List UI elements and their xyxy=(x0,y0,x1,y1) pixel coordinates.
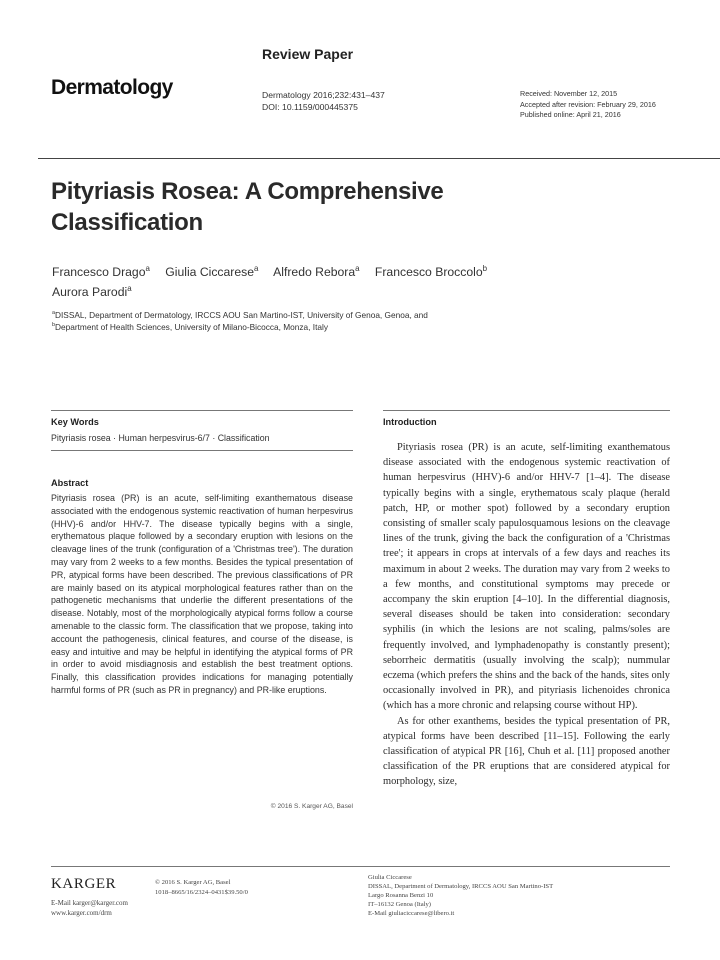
publisher-contact xyxy=(51,898,128,918)
accepted-date: Accepted after revision: February 29, 2016 xyxy=(520,99,656,109)
abstract-text: Pityriasis rosea (PR) is an acute, self-limiting exanthematous disease associated with the endogenous systemic reactivation of human herpesvirus (HHV)-6 and/or HHV-7. The disease typically begins with a single, erythematous plaque followed by a secondary eruption with lesions on the cleavage lines of the trunk (configuration of a 'Christmas tree'). The duration may vary from 2 weeks to a few months. Besides the typical presentation of PR, atypical forms have been described. The previous classifications of PR are mainly based on its atypical morphological features rather than on the pathogenetic mechanisms that underlie the different presentations of the disease. Notably, most of the morphologically atypical forms follow a course amenable to the classic form. The classification that we propose, taking into account the pathogenesis, clinical features, and course of the disease, is easy and intuitive and may be helpful in identifying the atypical forms of PR in order to avoid misdiagnosis and establish the best treatment options. Finally, this classification provides indications for managing potentially harmful forms of PR (such as PR in pregnancy) and PR-like eruptions. xyxy=(51,493,353,695)
affiliation: $^a$DISSAL, Department of Dermatology, IRCCS AOU San Martino-IST, University of Genoa, Genoa, and xyxy=(52,310,428,320)
author: Francesco Drago$^a$ xyxy=(52,263,150,279)
correspondence-street: Largo Rosanna Benzi 10 xyxy=(368,892,434,899)
paper-type: Review Paper xyxy=(262,46,354,62)
dates-block xyxy=(520,89,656,121)
author: Giulia Ciccarese$^a$ xyxy=(165,263,259,279)
introduction-body xyxy=(383,440,670,790)
doi: DOI: 10.1159/000445375 xyxy=(262,102,358,112)
correspondence-city: IT–16132 Genoa (Italy) xyxy=(368,901,431,908)
affiliation: $^b$Department of Health Sciences, University of Milano-Bicocca, Monza, Italy xyxy=(52,322,328,332)
keywords-heading: Key Words xyxy=(51,417,99,427)
publisher-email[interactable]: E-Mail karger@karger.com xyxy=(51,899,128,907)
issn-line: 1018–8665/16/2324–0431$39.50/0 xyxy=(155,888,248,896)
abstract-copyright: © 2016 S. Karger AG, Basel xyxy=(270,803,353,810)
author: Aurora Parodi$^a$ xyxy=(52,283,132,299)
keywords-rule xyxy=(51,410,353,411)
intro-paragraph: As for other exanthems, besides the typical presentation of PR, atypical forms have been described [11–15]. Following the early classification of atypical PR [16], Chuh et al. [11] proposed another classification of the PR eruptions that are considered atypical for morphology, size, xyxy=(383,715,670,788)
abstract-rule xyxy=(51,450,353,451)
header-rule xyxy=(38,158,720,159)
received-date: Received: November 12, 2015 xyxy=(520,89,618,98)
intro-paragraph: Pityriasis rosea (PR) is an acute, self-limiting exanthematous disease associated with the endogenous systemic reactivation of human herpesvirus (HHV)-6 and/or HHV-7 [1–4]. The disease typically begins with a single, erythematous scaly plaque (herald patch, HP, or mother spot) followed by a secondary eruption consisting of smaller scaly papulosquamous lesions on the cleavage lines of the trunk, giving the back the configuration of a 'Christmas tree'; it appears in crops at intervals of a few days and reaches its maximum in about 2 weeks. The duration may vary from 2 weeks to a few months, and constitutional symptoms may precede or accompany the skin eruption [4–10]. In the differential diagnosis, several diseases should be taken into consideration: secondary syphilis (in which the lesions are not scaling, palms/soles are frequently involved, and lymphadenopathy is constantly present); seborrheic dermatitis (usually involving the scalp); nummular eczema (which prefers the shins and the back of the hands, sites only occasionally involved in PR), and pityriasis lichenoides chronica (which has a more chronic and relapsing course without HP). xyxy=(383,442,670,712)
footer-rule xyxy=(51,866,670,867)
correspondence-email[interactable]: E-Mail giuliaciccarese@libero.it xyxy=(368,910,455,917)
correspondence xyxy=(368,873,553,918)
published-date: Published online: April 21, 2016 xyxy=(520,110,621,119)
affiliations xyxy=(52,309,652,333)
correspondence-name: Giulia Ciccarese xyxy=(368,874,412,881)
author: Francesco Broccolo$^b$ xyxy=(374,263,488,279)
publisher-website[interactable]: www.karger.com/drm xyxy=(51,909,112,917)
author-list xyxy=(52,262,652,302)
paper-title: Pityriasis Rosea: A Comprehensive Classification xyxy=(51,178,444,236)
abstract-heading: Abstract xyxy=(51,478,89,488)
copyright-line: © 2016 S. Karger AG, Basel xyxy=(155,879,231,886)
citation-block xyxy=(262,89,385,113)
journal-logo: Dermatology xyxy=(51,76,173,99)
keywords-text: Pityriasis rosea · Human herpesvirus-6/7 · Classification xyxy=(51,433,270,443)
citation: Dermatology 2016;232:431–437 xyxy=(262,90,385,100)
introduction-rule xyxy=(383,410,670,411)
correspondence-dept: DISSAL, Department of Dermatology, IRCCS AOU San Martino-IST xyxy=(368,883,554,890)
author: Alfredo Rebora$^a$ xyxy=(273,263,360,279)
copyright-info xyxy=(155,878,248,897)
introduction-heading: Introduction xyxy=(383,417,437,427)
publisher-logo: KARGER xyxy=(51,876,117,892)
